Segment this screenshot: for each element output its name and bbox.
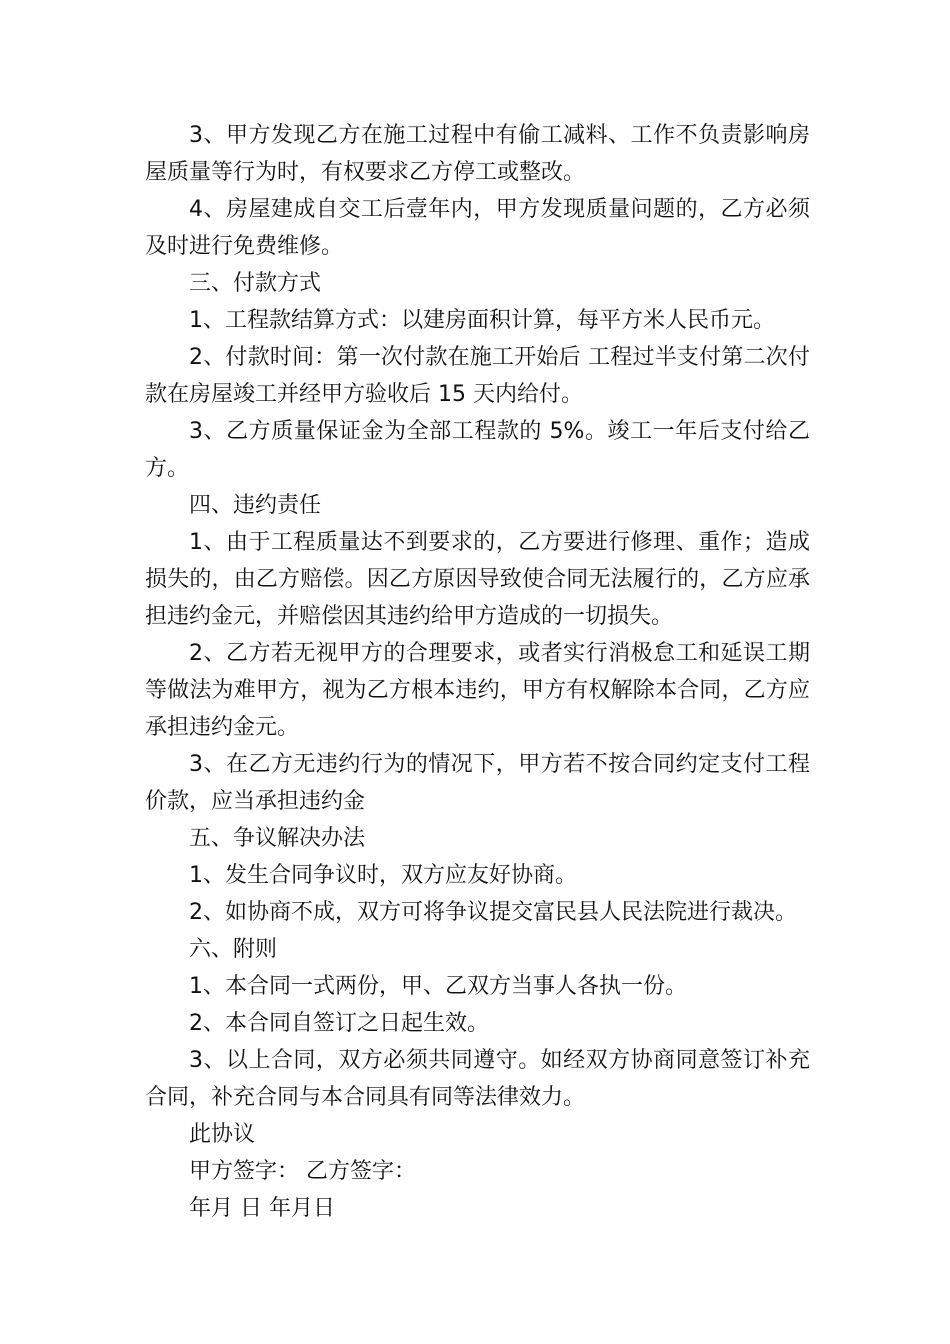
- clause-c3-payment-default: 3、在乙方无违约行为的情况下，甲方若不按合同约定支付工程价款，应当承担违约金: [145, 752, 810, 814]
- clause-e3-compliance: 3、以上合同，双方必须共同遵守。如经双方协商同意签订补充合同，补充合同与本合同具有同等法律效力。: [145, 1048, 810, 1110]
- agreement-closing: 此协议: [189, 1122, 256, 1147]
- date-line: 年月 日 年月日: [189, 1196, 335, 1221]
- clause-b1-settlement: 1、工程款结算方式：以建房面积计算，每平方米人民币元。: [189, 308, 775, 333]
- section-heading-dispute: 五、争议解决办法: [189, 826, 366, 851]
- clause-b3-deposit: 3、乙方质量保证金为全部工程款的 5%。竣工一年后支付给乙方。: [145, 419, 810, 481]
- clause-a4-warranty: 4、房屋建成自交工后壹年内，甲方发现质量问题的，乙方必须及时进行免费维修。: [145, 197, 810, 259]
- clause-e2-effective: 2、本合同自签订之日起生效。: [189, 1011, 489, 1036]
- clause-e1-copies: 1、本合同一式两份，甲、乙双方当事人各执一份。: [189, 974, 687, 999]
- signature-line: 甲方签字： 乙方签字：: [189, 1159, 416, 1184]
- clause-d2-court: 2、如协商不成，双方可将争议提交富民县人民法院进行裁决。: [189, 900, 797, 925]
- section-heading-payment: 三、付款方式: [189, 271, 322, 296]
- clause-a3-rectification: 3、甲方发现乙方在施工过程中有偷工减料、工作不负责影响房屋质量等行为时，有权要求乙方停工或整改。: [145, 123, 810, 185]
- clause-b2-payment-time: 2、付款时间：第一次付款在施工开始后 工程过半支付第二次付款在房屋竣工并经甲方验收后 15 天内给付。: [145, 345, 810, 407]
- section-heading-liability: 四、违约责任: [189, 493, 322, 518]
- document-body: [145, 117, 810, 1227]
- clause-c2-breach: 2、乙方若无视甲方的合理要求，或者实行消极怠工和延误工期等做法为难甲方，视为乙方根本违约，甲方有权解除本合同，乙方应承担违约金元。: [145, 641, 810, 740]
- clause-c1-quality-liability: 1、由于工程质量达不到要求的，乙方要进行修理、重作；造成损失的，由乙方赔偿。因乙方原因导致使合同无法履行的，乙方应承担违约金元，并赔偿因其违约给甲方造成的一切损失。: [145, 530, 810, 629]
- section-heading-supplementary: 六、附则: [189, 937, 278, 962]
- clause-d1-negotiation: 1、发生合同争议时，双方应友好协商。: [189, 863, 577, 888]
